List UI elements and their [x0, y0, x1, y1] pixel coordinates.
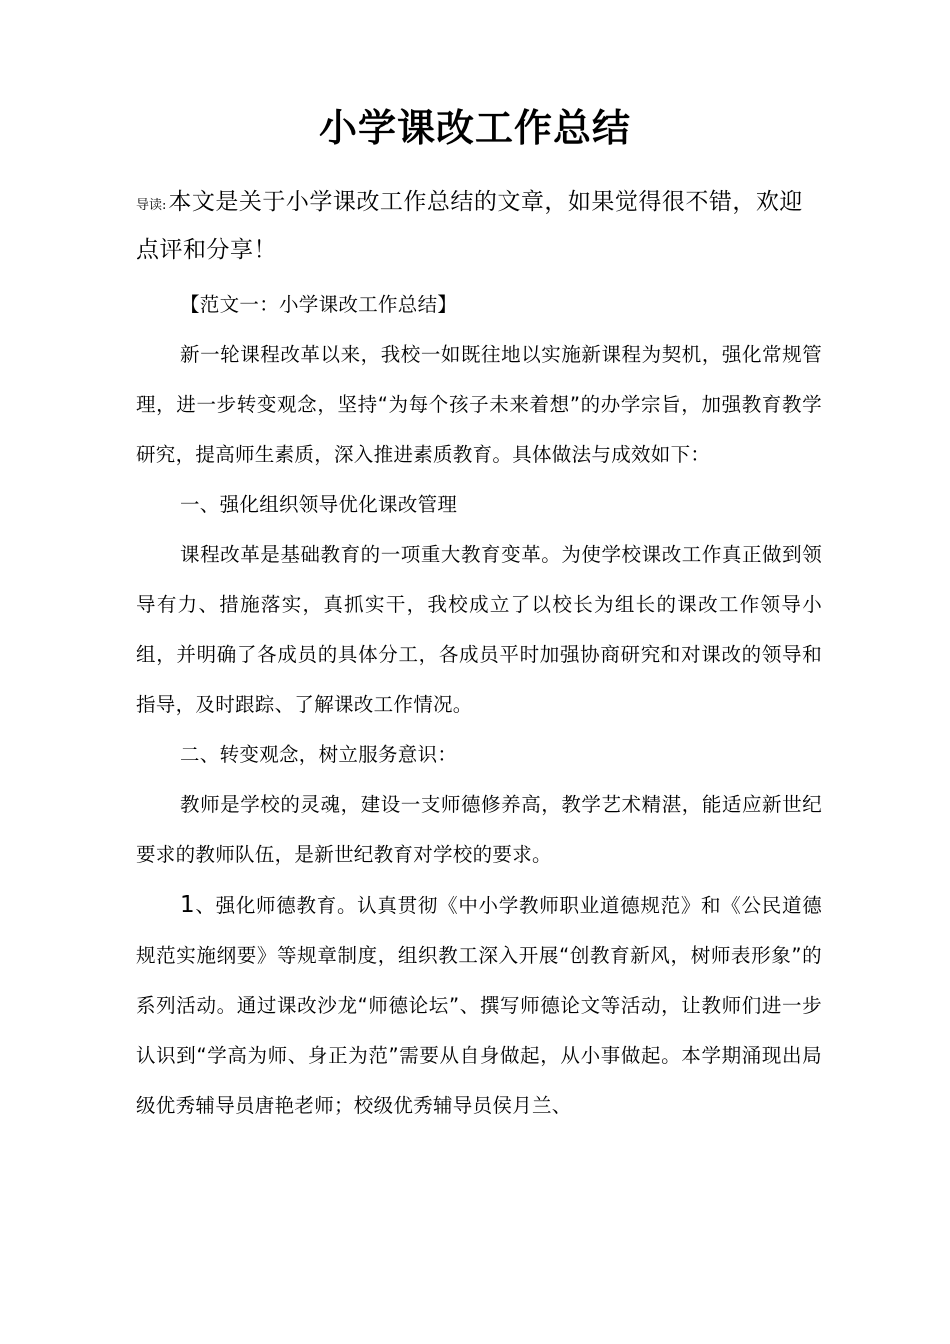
- body-paragraph: 教师是学校的灵魂，建设一支师德修养高，教学艺术精湛，能适应新世纪要求的教师队伍，是新世纪教育对学校的要求。: [136, 793, 822, 866]
- body-paragraph: 课程改革是基础教育的一项重大教育变革。为使学校课改工作真正做到领导有力、措施落实，真抓实干，我校成立了以校长为组长的课改工作领导小组，并明确了各成员的具体分工，各成员平时加强协商研究和对课改的领导和指导，及时跟踪、了解课改工作情况。: [136, 543, 822, 716]
- intro-label: 导读:: [136, 198, 167, 213]
- section-heading: 一、强化组织领导优化课改管理: [180, 493, 458, 516]
- paragraph-number: 1: [180, 892, 195, 918]
- document-title: 小学课改工作总结: [318, 106, 631, 150]
- intro-text: 本文是关于小学课改工作总结的文章，如果觉得很不错，欢迎点评和分享！: [136, 189, 803, 263]
- intro-paragraph: [136, 180, 826, 272]
- sample-heading: 【范文一：小学课改工作总结】: [180, 293, 458, 316]
- body-paragraph: 新一轮课程改革以来，我校一如既往地以实施新课程为契机，强化常规管理，进一步转变观念，坚持“为每个孩子未来着想”的办学宗旨，加强教育教学研究，提高师生素质，深入推进素质教育。具体做法与成效如下：: [136, 343, 822, 466]
- numbered-paragraph: [136, 880, 822, 1131]
- document-body: [136, 280, 822, 1131]
- section-heading: 二、转变观念，树立服务意识：: [180, 743, 458, 766]
- numbered-paragraph-text: 、强化师德教育。认真贯彻《中小学教师职业道德规范》和《公民道德规范实施纲要》等规章制度，组织教工深入开展“创教育新风，树师表形象”的系列活动。通过课改沙龙“师德论坛”、撰写师德论文等活动，让教师们进一步认识到“学高为师、身正为范”需要从自身做起，从小事做起。本学期涌现出局级优秀辅导员唐艳老师；校级优秀辅导员侯月兰、: [136, 894, 822, 1117]
